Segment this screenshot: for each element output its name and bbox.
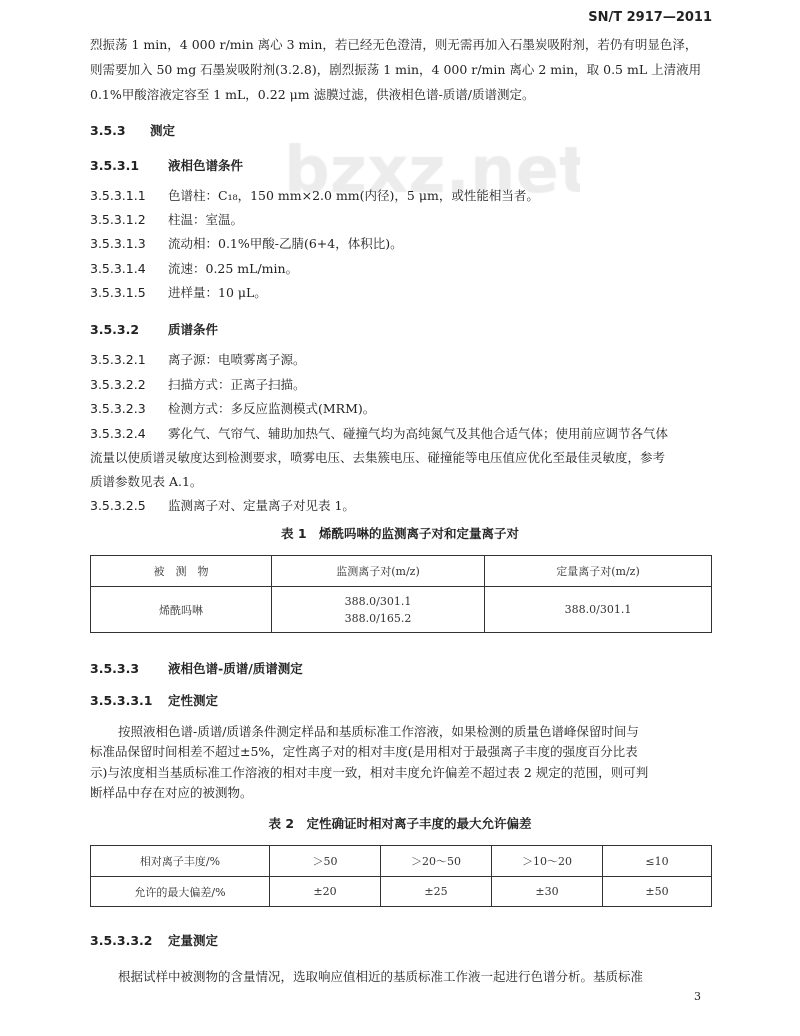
- section-heading: 3.5.3.1 液相色谱条件: [90, 158, 244, 173]
- paragraph-line: 根据试样中被测物的含量情况，选取响应值相近的基质标准工作液一起进行色谱分析。基质标准: [118, 969, 644, 984]
- list-item: 3.5.3.1.4 流速：0.25 mL/min。: [90, 261, 299, 276]
- header-cell: 被 测 物: [91, 556, 272, 587]
- table-row: [91, 587, 712, 633]
- cell: ±20: [270, 877, 381, 907]
- header-cell: 监测离子对(m/z): [272, 556, 485, 587]
- cell: ±25: [381, 877, 492, 907]
- list-item: 3.5.3.1.2 柱温：室温。: [90, 212, 244, 227]
- page-number: 3: [694, 990, 701, 1003]
- header-cell: 定量离子对(m/z): [485, 556, 712, 587]
- list-item: 3.5.3.2.3 检测方式：多反应监测模式(MRM)。: [90, 401, 376, 416]
- section-heading: 3.5.3.2 质谱条件: [90, 322, 219, 337]
- cell: 烯酰吗啉: [91, 587, 272, 633]
- list-item: 3.5.3.1.1 色谱柱：C₁₈，150 mm×2.0 mm(内径)，5 μm，或性能相当者。: [90, 188, 539, 203]
- table-header-row: [91, 556, 712, 587]
- cell: 允许的最大偏差/%: [91, 877, 270, 907]
- standard-number: SN/T 2917—2011: [588, 10, 712, 25]
- cell: ≤10: [603, 846, 712, 877]
- list-item: 3.5.3.2.5 监测离子对、定量离子对见表 1。: [90, 498, 355, 513]
- cell: 388.0/301.1 388.0/165.2: [272, 587, 485, 633]
- section-heading: 3.5.3 测定: [90, 123, 176, 138]
- section-heading: 3.5.3.3.1 定性测定: [90, 693, 219, 708]
- paragraph-line: 0.1%甲酸溶液定容至 1 mL，0.22 μm 滤膜过滤，供液相色谱-质谱/质谱测定。: [90, 87, 535, 102]
- table-2: [90, 845, 712, 907]
- watermark: [280, 130, 580, 220]
- paragraph-line: 按照液相色谱-质谱/质谱条件测定样品和基质标准工作溶液，如果检测的质量色谱峰保留时间与: [118, 724, 639, 739]
- cell: ＞10～20: [492, 846, 603, 877]
- table-row: [91, 846, 712, 877]
- paragraph-line: 标准品保留时间相差不超过±5%，定性离子对的相对丰度(是用相对于最强离子丰度的强度百分比表: [90, 744, 638, 759]
- list-item: 3.5.3.1.3 流动相：0.1%甲酸-乙腈(6+4，体积比)。: [90, 236, 403, 251]
- paragraph-line: 则需要加入 50 mg 石墨炭吸附剂(3.2.8)，剧烈振荡 1 min，4 000 r/min 离心 2 min，取 0.5 mL 上清液用: [90, 62, 702, 77]
- cell: ＞50: [270, 846, 381, 877]
- section-heading: 3.5.3.3.2 定量测定: [90, 933, 219, 948]
- cell: ＞20～50: [381, 846, 492, 877]
- cell: ±50: [603, 877, 712, 907]
- paragraph-line: 质谱参数见表 A.1。: [90, 474, 203, 489]
- list-item: 3.5.3.2.1 离子源：电喷雾离子源。: [90, 352, 306, 367]
- cell: 相对离子丰度/%: [91, 846, 270, 877]
- cell: 388.0/301.1: [485, 587, 712, 633]
- list-item: 3.5.3.1.5 进样量：10 μL。: [90, 285, 267, 300]
- list-item: 3.5.3.2.2 扫描方式：正离子扫描。: [90, 377, 306, 392]
- table-row: [91, 877, 712, 907]
- paragraph-line: 烈振荡 1 min，4 000 r/min 离心 3 min，若已经无色澄清，则无需再加入石墨炭吸附剂，若仍有明显色泽，: [90, 37, 698, 52]
- paragraph-line: 流量以使质谱灵敏度达到检测要求，喷雾电压、去集簇电压、碰撞能等电压值应优化至最佳灵敏度，参考: [90, 450, 666, 465]
- table-2-title: 表 2 定性确证时相对离子丰度的最大允许偏差: [268, 816, 532, 831]
- paragraph-line: 断样品中存在对应的被测物。: [90, 785, 253, 800]
- paragraph-line: 示)与浓度相当基质标准工作溶液的相对丰度一致，相对丰度允许偏差不超过表 2 规定的范围，则可判: [90, 765, 649, 780]
- list-item: 3.5.3.2.4 雾化气、气帘气、辅助加热气、碰撞气均为高纯氮气及其他合适气体；使用前应调节各气体: [90, 426, 669, 441]
- section-heading: 3.5.3.3 液相色谱-质谱/质谱测定: [90, 661, 303, 676]
- table-1-title: 表 1 烯酰吗啉的监测离子对和定量离子对: [280, 526, 520, 541]
- cell: ±30: [492, 877, 603, 907]
- table-1: [90, 555, 712, 633]
